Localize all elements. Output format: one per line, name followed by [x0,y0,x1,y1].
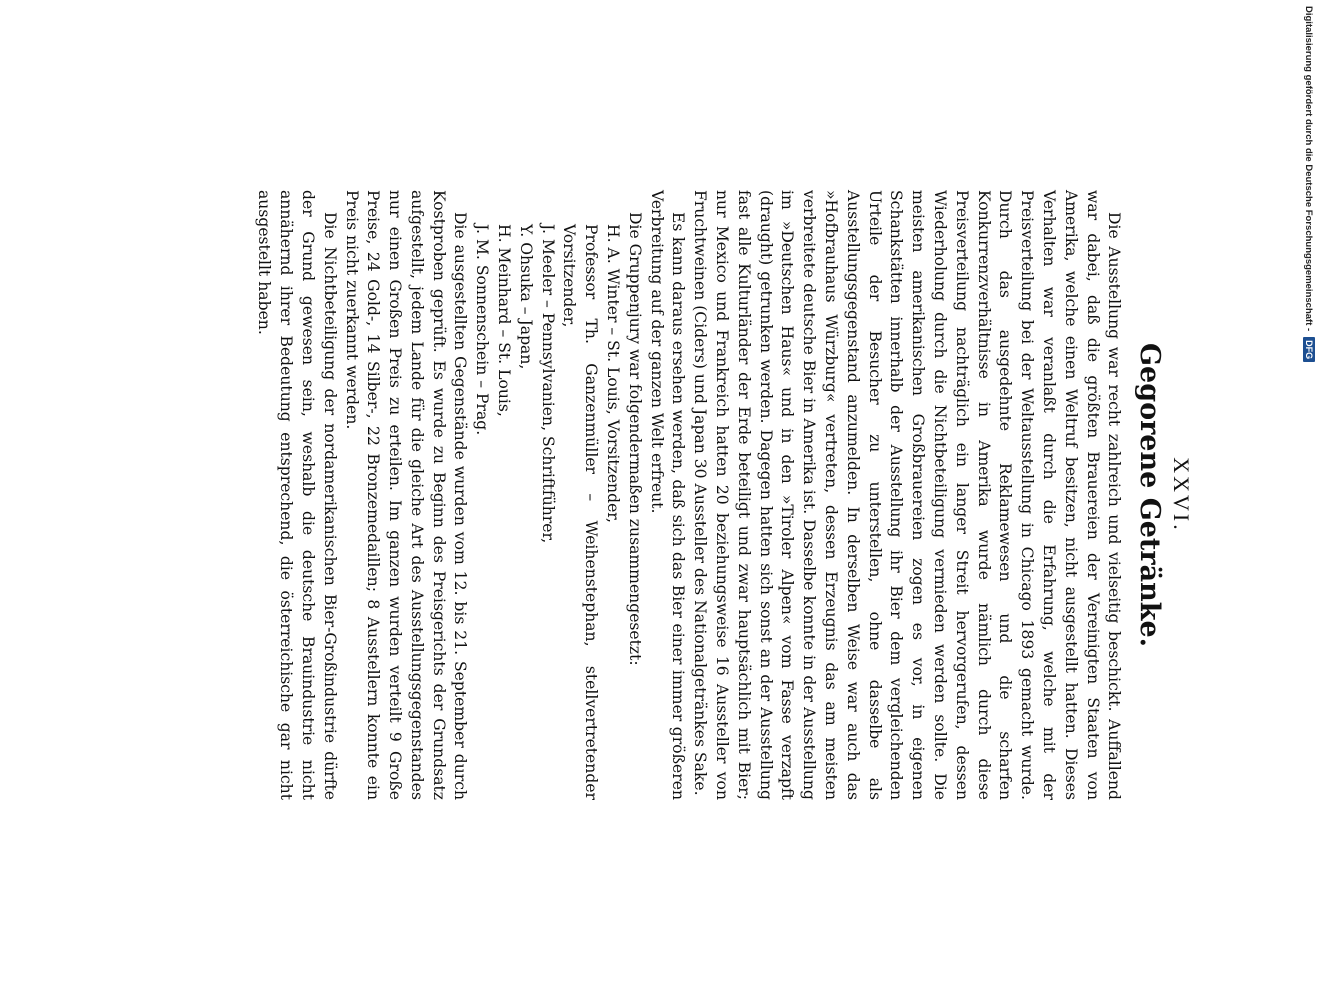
body-paragraph: Die ausgestellten Gegenstände wurden vom 12. bis 21. September durch Kostproben geprüft. Es wurde zu Beginn des Preisgerichts der Grundsatz aufgestellt, jedem Lande für die gleiche Art des Ausstellungsgegenstandes nur einen Großen Preis zu erteilen. Im ganzen wurden verteilt 9 Große Preise, 24 Gold-, 14 Silber-, 22 Bronzemedaillen; 8 Ausstellern konnte ein Preis nicht zuerkannt werden. [342,190,470,800]
jury-intro: Die Gruppenjury war folgendermaßen zusammengesetzt: [625,212,644,666]
dfg-logo: DFG [1303,337,1315,362]
jury-member: H. Meinhard – St. Louis, [495,224,514,417]
jury-member: H. A. Winter – St. Louis, Vorsitzender, [604,224,623,524]
jury-member: J. M. Sonnenschein – Prag. [473,224,492,436]
jury-member-list [471,190,624,800]
body-paragraph: Die Nichtbeteiligung der nordamerikanischen Bier-Großindustrie dürfte der Grund gewesen sein, weshalb die deutsche Brauindustrie nicht annähernd ihrer Bedeutung entsprechend, die österreichische gar nicht ausgestellt haben. [255,190,339,800]
chapter-number: XXVI. [1169,457,1194,533]
jury-member: Professor Th. Ganzenmüller – Weihenstephan, stellvertretender Vorsitzender, [560,224,601,800]
chapter-title: Gegorene Getränke. [1134,342,1166,648]
page-content [255,190,1194,800]
jury-member: J. Meeler – Pennsylvanien, Schriftführer, [538,224,557,544]
credit-text: Digitalisierung gefördert durch die Deutsche Forschungsgemeinschaft - [1303,6,1315,332]
document-page [255,190,1194,800]
body-paragraph: Es kann daraus ersehen werden, daß sich das Bier einer immer größeren Verbreitung auf der ganzen Welt erfreut. [647,190,688,800]
body-paragraph: Die Ausstellung war recht zahlreich und vielseitig beschickt. Auffallend war dabei, daß die größten Brauereien der Vereinigten Staaten von Amerika, welche einen Weltruf besitzen, nicht ausgestellt hatten. Dieses Verhalten war veranlaßt durch die Erfahrung, welche mit der Preisverteilung bei der Weltausstellung in Chicago 1893 gemacht wurde. Durch das ausgedehnte Reklamewesen und die scharfen Konkurrenzverhältnisse in Amerika wurde nämlich durch diese Preisverteilung nachträglich ein langer Streit hervorgerufen, dessen Wiederholung durch die Nichtbeteiligung vermieden werden sollte. Die meisten amerikanischen Großbrauereien zogen es vor, in eigenen Schankstätten innerhalb der Ausstellung ihr Bier dem vergleichenden Urteile der Besucher zu unterstellen, ohne dasselbe als Ausstellungsgegenstand anzumelden. In derselben Weise war auch das »Hofbrauhaus Würzburg« vertreten, dessen Erzeugnis das am meisten verbreitete deutsche Bier in Amerika ist. Dasselbe konnte in der Ausstellung im »Deutschen Haus« und in den »Tiroler Alpen« vom Fasse verzapft (draught) getrunken werden. Dagegen hatten sich sonst an der Ausstellung fast alle Kulturländer der Erde beteiligt und zwar hauptsächlich mit Bier; nur Mexico und Frankreich hatten 20 beziehungsweise 16 Aussteller von Fruchtweinen (Ciders) und Japan 30 Aussteller des Nationalgetränkes Sake. [691,190,1124,800]
jury-member: Y. Ohsuka – Japan, [516,224,535,370]
digitization-credit [1296,6,1326,406]
